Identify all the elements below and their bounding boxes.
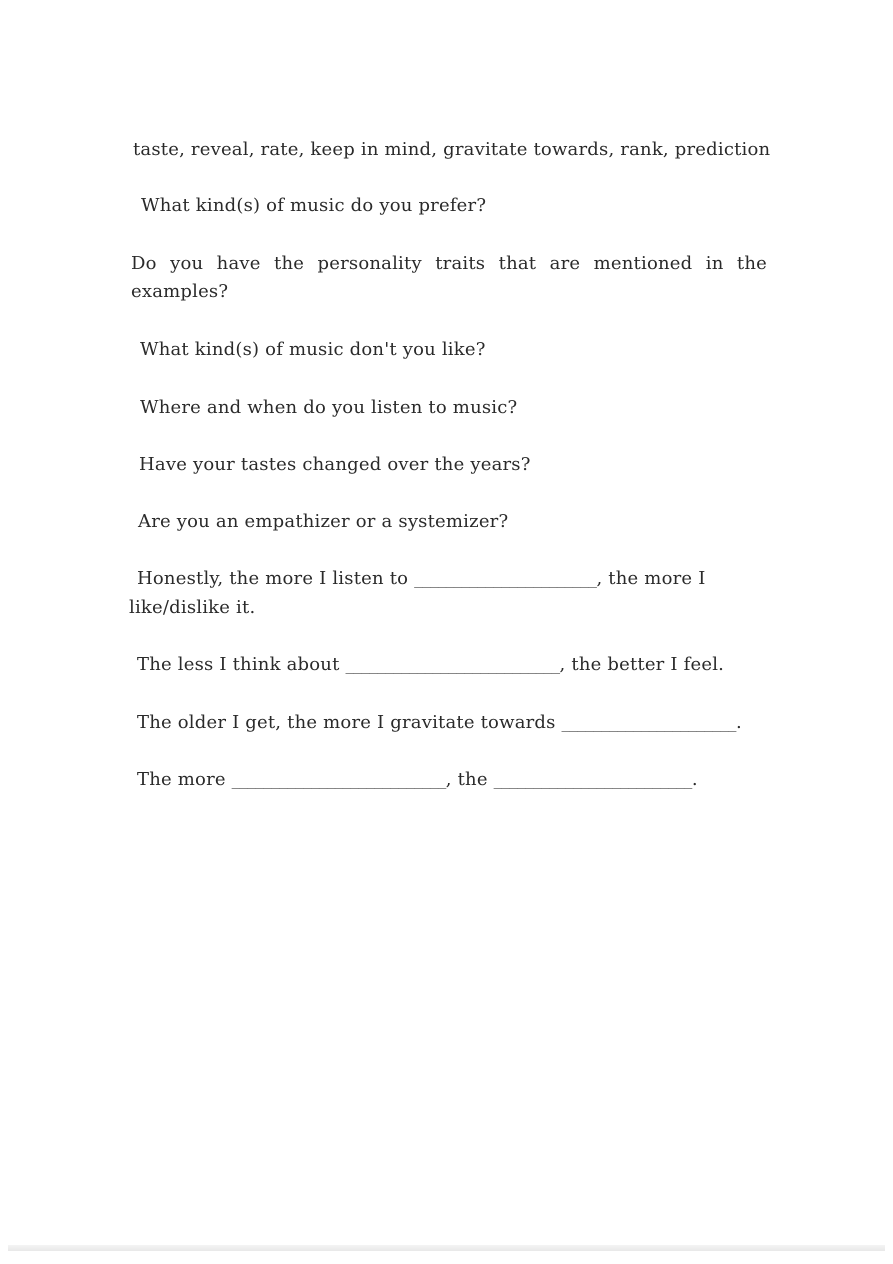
sentence-3-end: . [735,712,742,733]
word-bank: taste, reveal, rate, keep in mind, gravitate towards, rank, prediction [133,139,771,160]
sentence-1-continuation: like/dislike it. [129,597,256,618]
sentence-2-end: , the better I feel. [559,654,725,675]
question-2: Do you have the personality traits that are mentioned in the examples? [131,253,767,302]
sentence-completion-1 [137,565,706,594]
sentence-3-blank: ______________________ [561,716,736,732]
sentence-completion-2 [137,651,724,680]
sentence-4-middle: , the [445,769,488,790]
sentence-completion-3 [137,709,742,738]
sentence-4-blank-2: _________________________ [493,773,692,789]
sentence-1-end: , the more I [596,568,706,589]
sentence-4-end: . [691,769,698,790]
sentence-4-blank-1: ___________________________ [231,773,446,789]
sentence-2-blank: ___________________________ [345,658,560,674]
sentence-2-start: The less I think about [137,654,340,675]
sentence-completion-4 [137,766,698,795]
question-1: What kind(s) of music do you prefer? [141,195,487,216]
sentence-1-blank: _______________________ [414,572,597,588]
question-6: Are you an empathizer or a systemizer? [138,511,509,532]
sentence-1-start: Honestly, the more I listen to [137,568,409,589]
question-5: Have your tastes changed over the years? [139,454,531,475]
sentence-4-start: The more [137,769,226,790]
sentence-3-start: The older I get, the more I gravitate towards [137,712,556,733]
question-4: Where and when do you listen to music? [140,397,518,418]
question-3: What kind(s) of music don't you like? [140,339,486,360]
scan-bottom-edge [8,1245,885,1251]
